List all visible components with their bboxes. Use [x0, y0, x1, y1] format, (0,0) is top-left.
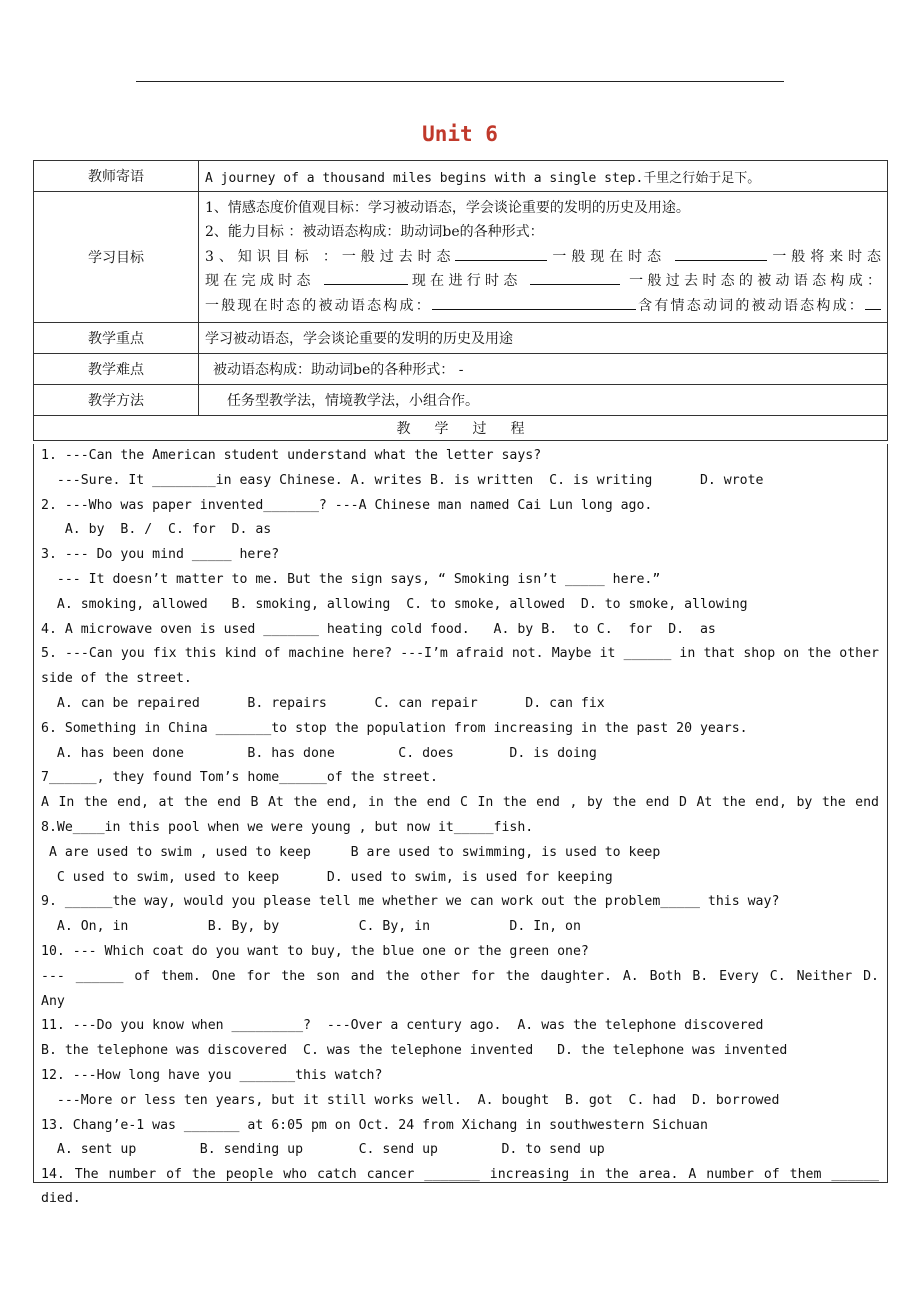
exercise-line: 13. Chang’e-1 was _______ at 6:05 pm on Oct. 24 from Xichang in southwestern Sichuan — [41, 1117, 708, 1133]
blank-line — [455, 248, 547, 261]
exercise-line: A In the end, at the end B At the end, in the end C In the end , by the end D At the end, by the end — [41, 795, 879, 811]
exercise-line: 10. --- Which coat do you want to buy, the blue one or the green one? — [41, 944, 589, 959]
table-row — [34, 192, 888, 323]
exercise-line: 4. A microwave oven is used _______ heating cold food. A. by B. to C. for D. as — [41, 621, 716, 637]
difficulties: 被动语态构成：助动词be的各种形式： - — [199, 354, 888, 385]
teacher-message: A journey of a thousand miles begins with a single step.千里之行始于足下。 — [199, 161, 888, 192]
exercise-line: Any — [41, 993, 65, 1009]
learning-goals — [199, 192, 888, 323]
goal-past-passive: 一般过去时态的被动语态构成： — [629, 273, 882, 290]
goal-knowledge-future: 一般将来时态 — [767, 248, 882, 265]
exercise-line: A. On, in B. By, by C. By, in D. In, on — [41, 919, 581, 935]
blank-line — [865, 297, 881, 310]
blank-line — [675, 248, 767, 261]
heading-char: 学 — [434, 421, 449, 437]
table-row — [34, 161, 888, 192]
blank-line — [432, 297, 636, 310]
goal-knowledge-line — [205, 245, 881, 270]
exercise-line: 1. ---Can the American student understand what the letter says? — [41, 448, 542, 463]
goal-passive-line — [205, 294, 881, 319]
goal-knowledge-present: 一般现在时态 — [547, 248, 666, 265]
goal-present-progressive: 现在进行时态 — [407, 273, 522, 290]
heading-char: 程 — [510, 421, 525, 437]
goal-knowledge-past: 3、知识目标 ：一般过去时态 — [205, 248, 456, 265]
exercise-line: 5. ---Can you fix this kind of machine here? ---I’m afraid not. Maybe it ______ in that shop on the other — [41, 646, 879, 662]
exercise-line: A are used to swim , used to keep B are used to swimming, is used to keep — [41, 844, 661, 860]
exercise-line: side of the street. — [41, 671, 192, 687]
exercise-line: 14. The number of the people who catch cancer _______ increasing in the area. A number of them ______ died. — [41, 1167, 879, 1207]
table-row — [34, 323, 888, 354]
table-row — [34, 354, 888, 385]
exercise-line: 8.We____in this pool when we were young , but now it_____fish. — [41, 820, 534, 835]
exercise-line: ---More or less ten years, but it still works well. A. bought B. got C. had D. borrowed — [41, 1092, 780, 1108]
goal-present-perfect: 现在完成时态 — [205, 273, 315, 290]
exercise-line: --- ______ of them. One for the son and the other for the daughter. A. Both B. Every C. Neither D. — [41, 968, 879, 984]
row-label-key-points: 教学重点 — [34, 323, 199, 354]
exercise-line: A. sent up B. sending up C. send up D. to send up — [41, 1142, 605, 1158]
goal-ability: 2、能力目标 ：被动语态构成：助动词be的各种形式： — [205, 224, 544, 241]
exercise-line: 12. ---How long have you _______this watch? — [41, 1068, 383, 1083]
heading-char: 教 — [396, 421, 411, 437]
exercise-line: A. has been done B. has done C. does D. is doing — [41, 745, 597, 761]
page-title: Unit 6 — [422, 122, 498, 146]
exercise-line: 9. ______the way, would you please tell me whether we can work out the problem_____ this way? — [41, 894, 780, 910]
teaching-process-heading — [34, 416, 888, 441]
exercise-line: A. smoking, allowed B. smoking, allowing C. to smoke, allowed D. to smoke, allowing — [41, 596, 748, 612]
row-label-teacher-message: 教师寄语 — [34, 161, 199, 192]
exercise-line: A. by B. / C. for D. as — [41, 522, 272, 538]
row-label-difficulties: 教学难点 — [34, 354, 199, 385]
heading-char: 过 — [472, 421, 487, 437]
exercise-line: 2. ---Who was paper invented_______? ---A Chinese man named Cai Lun long ago. — [41, 497, 653, 513]
exercise-line: 11. ---Do you know when _________? ---Over a century ago. A. was the telephone discovered — [41, 1018, 764, 1034]
exercise-line: C used to swim, used to keep D. used to swim, is used for keeping — [41, 869, 613, 885]
teaching-methods: 任务型教学法，情境教学法，小组合作。 — [199, 385, 888, 416]
goal-tense-line — [205, 269, 881, 294]
lesson-plan-table — [33, 160, 888, 441]
row-label-methods: 教学方法 — [34, 385, 199, 416]
table-row — [34, 416, 888, 441]
header-rule — [136, 81, 784, 82]
exercise-line: 6. Something in China _______to stop the population from increasing in the past 20 years. — [41, 720, 748, 736]
exercise-line: --- It doesn’t matter to me. But the sign says, “ Smoking isn’t _____ here.” — [41, 572, 661, 587]
goal-modal-passive: 含有情态动词的被动语态构成： — [635, 297, 866, 314]
blank-line — [324, 272, 408, 285]
exercise-line: 7______, they found Tom’s home______of the street. — [41, 770, 438, 786]
row-label-learning-goals: 学习目标 — [34, 192, 199, 323]
goal-present-passive: 一般现在时态的被动语态构成： — [205, 297, 432, 314]
blank-line — [530, 272, 620, 285]
goal-emotional: 1、情感态度价值观目标：学习被动语态，学会谈论重要的发明的历史及用途。 — [205, 199, 690, 216]
exercise-line: B. the telephone was discovered C. was the telephone invented D. the telephone was invented — [41, 1043, 788, 1059]
table-row — [34, 385, 888, 416]
key-points: 学习被动语态，学会谈论重要的发明的历史及用途 — [199, 323, 888, 354]
exercise-line: ---Sure. It ________in easy Chinese. A. writes B. is written C. is writing D. wrote — [41, 472, 764, 488]
exercise-line: 3. --- Do you mind _____ here? — [41, 547, 280, 563]
exercise-line: A. can be repaired B. repairs C. can repair D. can fix — [41, 696, 605, 711]
